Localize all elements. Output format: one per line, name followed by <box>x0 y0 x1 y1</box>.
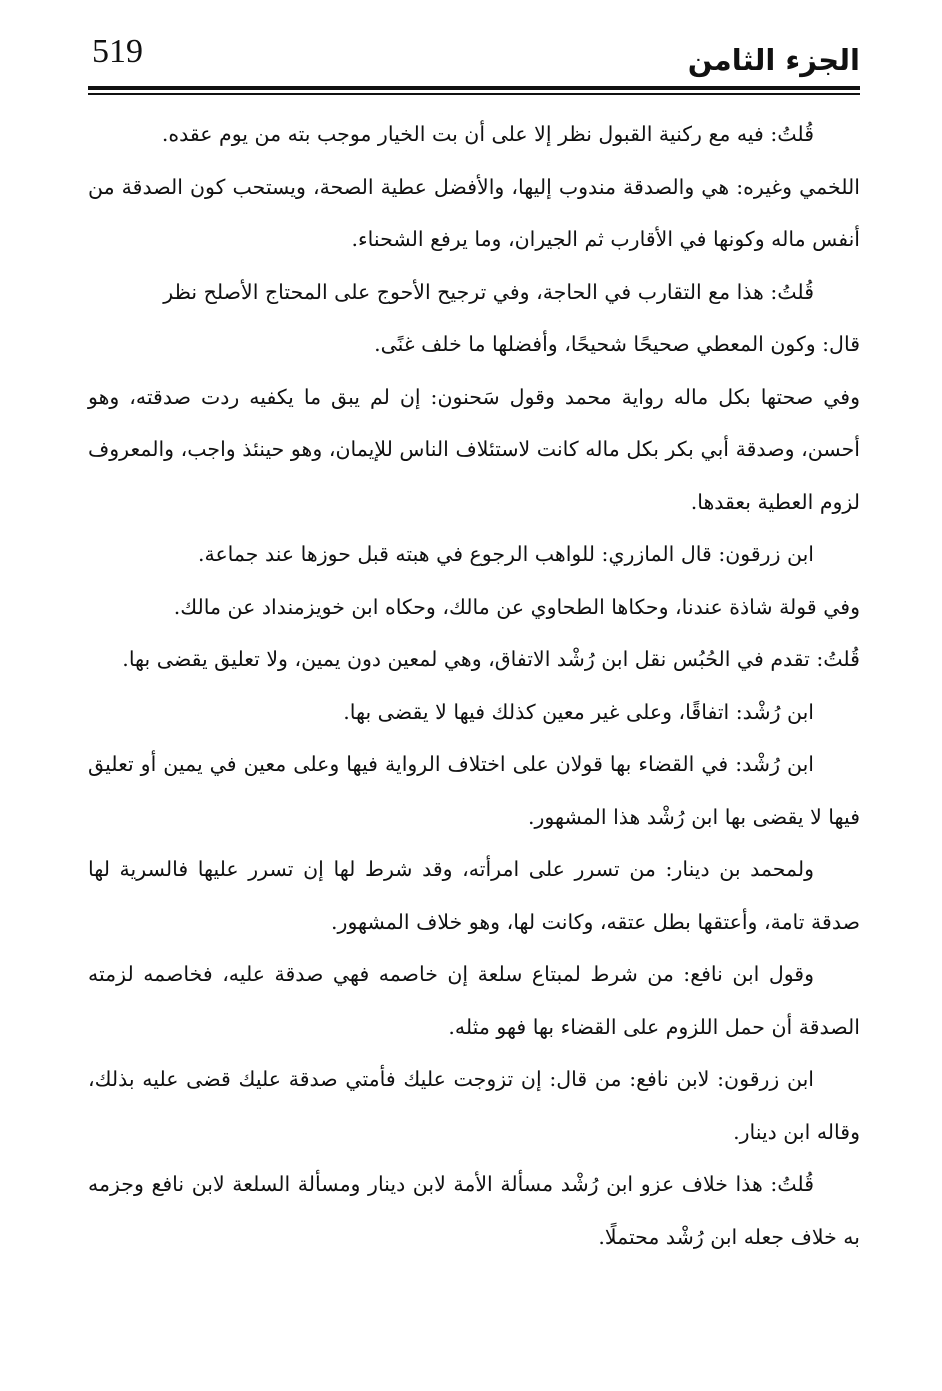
header-rule-thick <box>88 86 860 90</box>
page-header <box>88 28 860 86</box>
paragraph: وفي صحتها بكل ماله رواية محمد وقول سَحنون: إن لم يبق ما يكفيه ردت صدقته، وهو أحسن، وصدقة أبي بكر بكل ماله كانت لاستئلاف الناس للإيمان، وهو حينئذ واجب، والمعروف لزوم العطية بعقدها. <box>88 384 860 514</box>
paragraph: وفي قولة شاذة عندنا، وحكاها الطحاوي عن مالك، وحكاه ابن خويزمنداد عن مالك. <box>173 594 860 619</box>
paragraph: ابن رُشْد: في القضاء بها قولان على اختلاف الرواية فيها وعلى معين في يمين أو تعليق فيها لا يقضى بها ابن رُشْد هذا المشهور. <box>88 752 860 829</box>
page-number: 519 <box>92 33 143 70</box>
paragraph: ابن زرقون: لابن نافع: من قال: إن تزوجت عليك فأمتي صدقة عليك قضى عليه بذلك، وقاله ابن دينار. <box>88 1067 860 1144</box>
paragraph: قُلتُ: فيه مع ركنية القبول نظر إلا على أن بت الخيار موجب بته من يوم عقده. <box>161 122 814 146</box>
body-text <box>88 108 860 1263</box>
paragraph: وقول ابن نافع: من شرط لمبتاع سلعة إن خاصمه فهي صدقة عليه، فخاصمه لزمته الصدقة أن حمل اللزوم على القضاء بها فهو مثله. <box>88 962 860 1039</box>
paragraph: قال: وكون المعطي صحيحًا شحيحًا، وأفضلها ما خلف غنًى. <box>374 332 860 356</box>
paragraph: ابن رُشْد: اتفاقًا، وعلى غير معين كذلك فيها لا يقضى بها. <box>343 699 814 724</box>
paragraph: قُلتُ: هذا خلاف عزو ابن رُشْد مسألة الأمة لابن دينار ومسألة السلعة لابن نافع وجزمه به خلاف جعله ابن رُشْد محتملًا. <box>88 1172 860 1249</box>
paragraph: ابن زرقون: قال المازري: للواهب الرجوع في هبته قبل حوزها عند جماعة. <box>197 542 814 566</box>
paragraph: قُلتُ: هذا مع التقارب في الحاجة، وفي ترجيح الأحوج على المحتاج الأصلح نظر <box>163 279 814 304</box>
paragraph: ولمحمد بن دينار: من تسرر على امرأته، وقد شرط لها إن تسرر عليها فالسرية لها صدقة تامة، وأعتقها بطل عتقه، وكانت لها، وهو خلاف المشهور. <box>88 857 860 934</box>
header-rule-thin <box>88 93 860 95</box>
paragraph: قُلتُ: تقدم في الحُبُس نقل ابن رُشْد الاتفاق، وهي لمعين دون يمين، ولا تعليق يقضى بها. <box>122 647 860 671</box>
running-title: الجزء الثامن <box>687 43 860 77</box>
paragraph: اللخمي وغيره: هي والصدقة مندوب إليها، والأفضل عطية الصحة، ويستحب كون الصدقة من أنفس ماله وكونها في الأقارب ثم الجيران، وما يرفع الشحناء. <box>88 174 860 251</box>
